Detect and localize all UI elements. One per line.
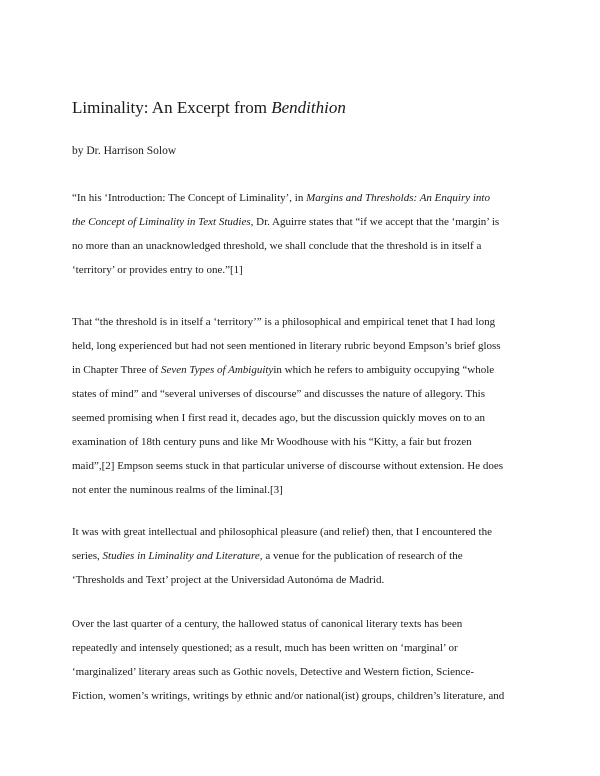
text-line: [72, 612, 528, 636]
text-run: That “the threshold is in itself a ‘territory’” is a philosophical and empirical tenet that I had long: [72, 316, 496, 328]
text-line: [72, 660, 528, 684]
text-line: [72, 568, 528, 592]
text-line: [72, 186, 528, 210]
text-line: [72, 544, 528, 568]
text-run: repeatedly and intensely questioned; as a result, much has been written on ‘marginal’ or: [72, 642, 458, 654]
text-run: ‘marginalized’ literary areas such as Gothic novels, Detective and Western fiction, Science-: [72, 666, 474, 678]
text-run: series,: [72, 550, 103, 562]
text-line: [72, 684, 528, 708]
title-emphasis: Bendithion: [271, 98, 346, 117]
paragraph-1: [72, 186, 528, 282]
text-line: [72, 258, 528, 282]
paragraph-4: [72, 612, 528, 708]
italic-text: Seven Types of Ambiguity: [161, 364, 274, 376]
italic-text: Studies in Liminality and Literature,: [102, 550, 263, 562]
text-run: maid”,[2] Empson seems stuck in that particular universe of discourse without extension. He does: [72, 460, 504, 472]
text-line: [72, 210, 528, 234]
text-run: a venue for the publication of research of the: [262, 550, 463, 562]
text-run: seemed promising when I first read it, decades ago, but the discussion quickly moves on to an: [72, 412, 486, 424]
paragraph-3: [72, 520, 528, 592]
text-run: states of mind” and “several universes of discourse” and discusses the nature of allegory. This: [72, 388, 485, 400]
text-run: Over the last quarter of a century, the hallowed status of canonical literary texts has been: [72, 618, 463, 630]
text-line: [72, 358, 528, 382]
author-byline: by Dr. Harrison Solow: [72, 145, 177, 157]
text-line: [72, 478, 528, 502]
text-line: [72, 454, 528, 478]
italic-text: Margins and Thresholds: An Enquiry into: [306, 192, 490, 204]
text-run: examination of 18th century puns and like Mr Woodhouse with his “Kitty, a fair but frozen: [72, 436, 472, 448]
text-line: [72, 520, 528, 544]
text-run: ‘territory’ or provides entry to one.”[1]: [72, 264, 243, 276]
text-run: not enter the numinous realms of the liminal.[3]: [72, 484, 283, 496]
document-title: [72, 97, 346, 119]
text-run: in Chapter Three of: [72, 364, 161, 376]
text-line: [72, 636, 528, 660]
text-run: It was with great intellectual and philosophical pleasure (and relief) then, that I encountered the: [72, 526, 492, 538]
text-run: , Dr. Aguirre states that “if we accept that the ‘margin’ is: [250, 216, 500, 228]
title-main: Liminality: An Excerpt from: [72, 98, 272, 117]
text-run: Fiction, women’s writings, writings by ethnic and/or national(ist) groups, children’s literature, and: [72, 690, 505, 702]
text-line: [72, 406, 528, 430]
text-run: ‘Thresholds and Text’ project at the Universidad Autonóma de Madrid.: [72, 574, 385, 586]
text-line: [72, 334, 528, 358]
text-line: [72, 430, 528, 454]
text-line: [72, 234, 528, 258]
text-line: [72, 310, 528, 334]
italic-text: the Concept of Liminality in Text Studies: [72, 216, 251, 228]
text-line: [72, 382, 528, 406]
paragraph-2: [72, 310, 528, 502]
text-run: held, long experienced but had not seen mentioned in literary rubric beyond Empson’s brief gloss: [72, 340, 501, 352]
text-run: no more than an unacknowledged threshold, we shall conclude that the threshold is in itself a: [72, 240, 482, 252]
text-run: in which he refers to ambiguity occupying “whole: [273, 364, 495, 376]
text-run: “In his ‘Introduction: The Concept of Liminality’, in: [72, 192, 307, 204]
